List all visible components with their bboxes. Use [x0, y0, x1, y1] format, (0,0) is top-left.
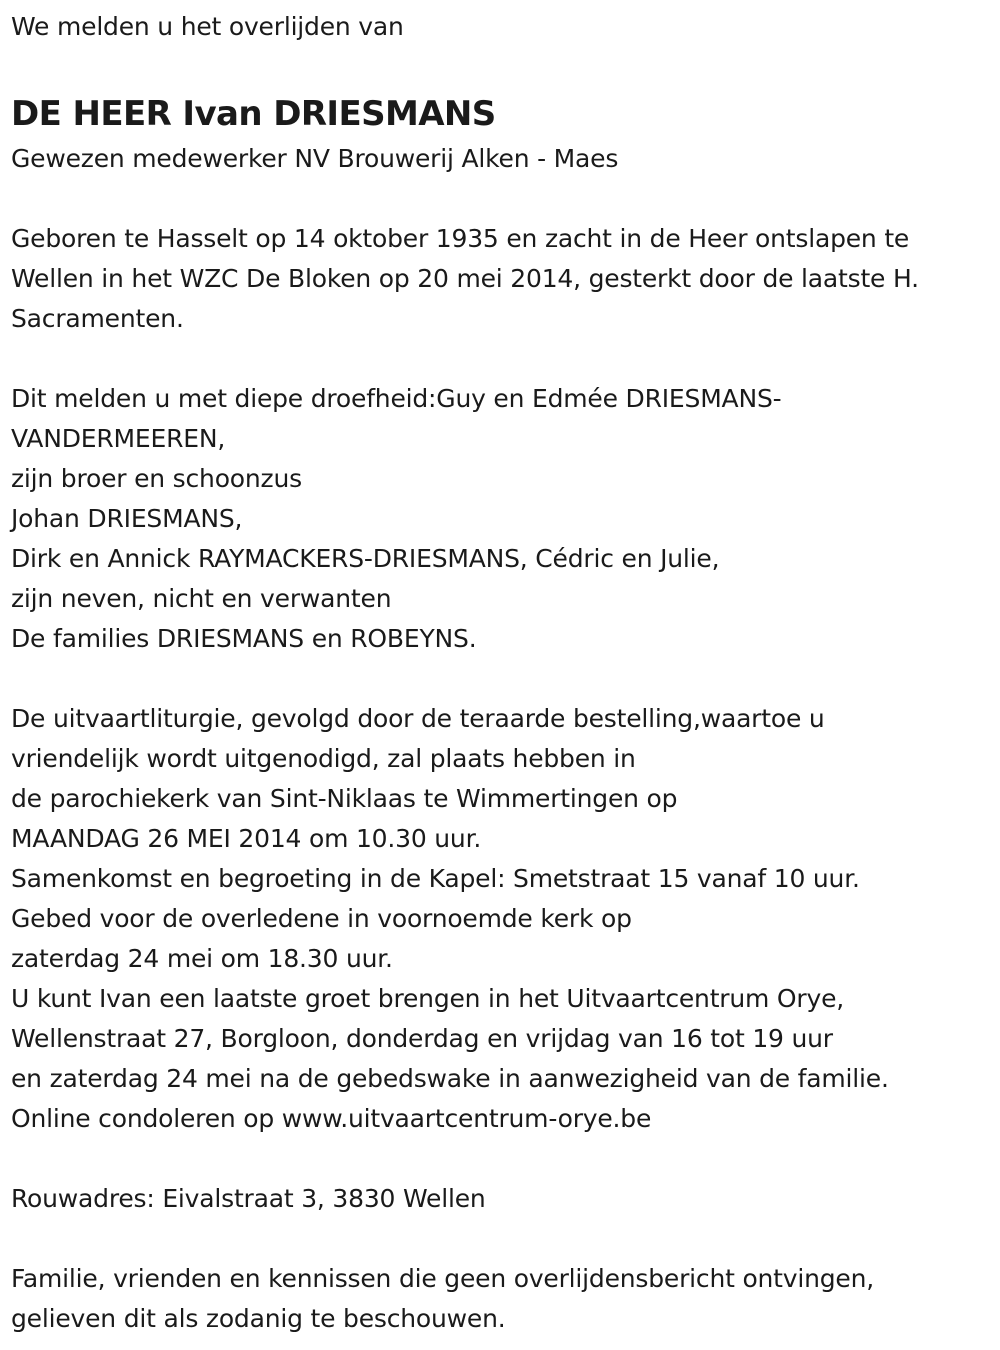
- funeral-line: de parochiekerk van Sint-Niklaas te Wimmertingen op: [11, 784, 678, 813]
- family-line: zijn broer en schoonzus: [11, 464, 302, 493]
- birth-line: Sacramenten.: [11, 304, 184, 333]
- intro-line: We melden u het overlijden van: [11, 12, 404, 41]
- obituary-notice: [11, 7, 996, 1339]
- family-line: Johan DRIESMANS,: [11, 504, 243, 533]
- birth-death-paragraph: [11, 219, 996, 339]
- mourning-address: Rouwadres: Eivalstraat 3, 3830 Wellen: [11, 1184, 486, 1213]
- spacer: [11, 179, 996, 219]
- closing-line: Familie, vrienden en kennissen die geen overlijdensbericht ontvingen,: [11, 1264, 875, 1293]
- family-line: VANDERMEEREN,: [11, 424, 226, 453]
- family-line: Dirk en Annick RAYMACKERS-DRIESMANS, Cédric en Julie,: [11, 544, 720, 573]
- closing-line: gelieven dit als zodanig te beschouwen.: [11, 1304, 506, 1333]
- family-line: Dit melden u met diepe droefheid:Guy en Edmée DRIESMANS-: [11, 384, 782, 413]
- deceased-name-heading: DE HEER Ivan DRIESMANS: [11, 94, 496, 134]
- spacer: [11, 659, 996, 699]
- spacer: [11, 47, 996, 87]
- closing-paragraph: [11, 1259, 996, 1339]
- funeral-line: Samenkomst en begroeting in de Kapel: Smetstraat 15 vanaf 10 uur.: [11, 864, 860, 893]
- funeral-line: vriendelijk wordt uitgenodigd, zal plaats hebben in: [11, 744, 636, 773]
- spacer: [11, 339, 996, 379]
- funeral-paragraph: [11, 699, 996, 1139]
- deceased-occupation: Gewezen medewerker NV Brouwerij Alken - Maes: [11, 144, 619, 173]
- family-line: De families DRIESMANS en ROBEYNS.: [11, 624, 477, 653]
- birth-line: Geboren te Hasselt op 14 oktober 1935 en zacht in de Heer ontslapen te: [11, 224, 910, 253]
- funeral-line: Gebed voor de overledene in voornoemde kerk op: [11, 904, 632, 933]
- family-line: zijn neven, nicht en verwanten: [11, 584, 392, 613]
- birth-line: Wellen in het WZC De Bloken op 20 mei 2014, gesterkt door de laatste H.: [11, 264, 919, 293]
- family-paragraph: [11, 379, 996, 659]
- condolence-url-line: Online condoleren op www.uitvaartcentrum-orye.be: [11, 1104, 652, 1133]
- spacer: [11, 1139, 996, 1179]
- funeral-line: De uitvaartliturgie, gevolgd door de teraarde bestelling,waartoe u: [11, 704, 825, 733]
- funeral-line: U kunt Ivan een laatste groet brengen in het Uitvaartcentrum Orye,: [11, 984, 845, 1013]
- funeral-line: zaterdag 24 mei om 18.30 uur.: [11, 944, 393, 973]
- funeral-line: Wellenstraat 27, Borgloon, donderdag en vrijdag van 16 tot 19 uur: [11, 1024, 833, 1053]
- funeral-line: MAANDAG 26 MEI 2014 om 10.30 uur.: [11, 824, 482, 853]
- funeral-line: en zaterdag 24 mei na de gebedswake in aanwezigheid van de familie.: [11, 1064, 889, 1093]
- spacer: [11, 1219, 996, 1259]
